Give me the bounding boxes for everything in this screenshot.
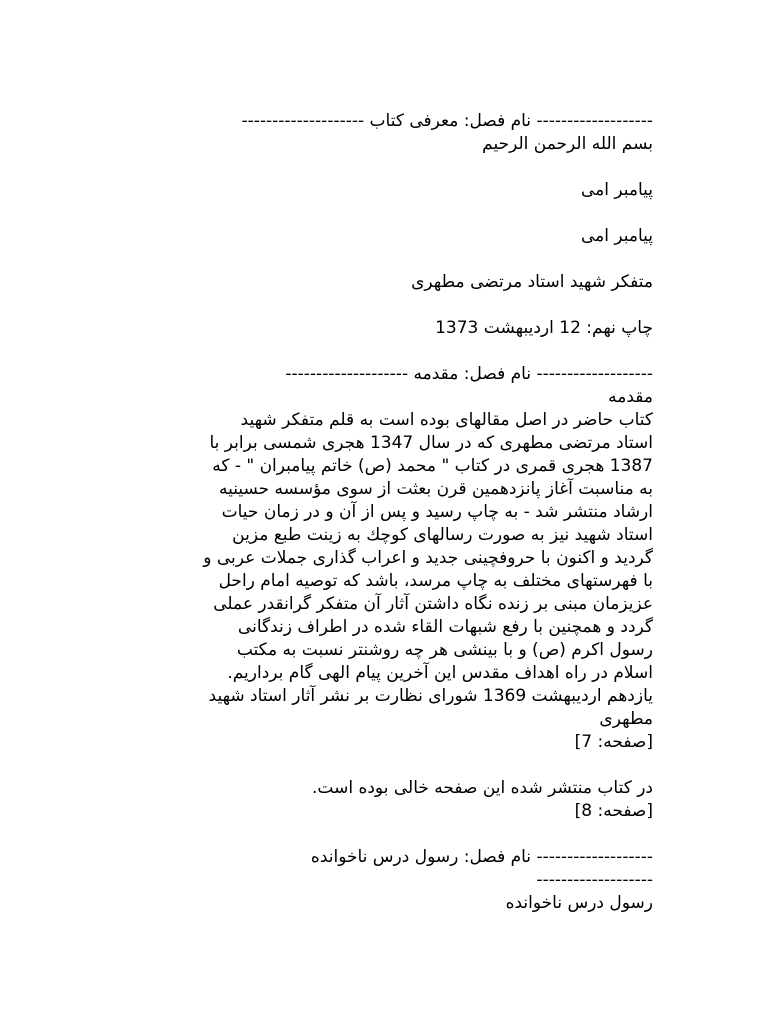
edition-line: چاپ نهم: 12 اردیبهشت 1373 bbox=[435, 318, 653, 338]
author-line: متفکر شهید استاد مرتضی مطهری bbox=[411, 272, 653, 292]
spacer bbox=[120, 248, 653, 271]
document-page bbox=[120, 110, 653, 915]
page-marker-7: [صفحه: 7] bbox=[574, 732, 653, 752]
chapter-header: ------------------- نام فصل: رسول درس ناخوانده ------------------- bbox=[310, 847, 653, 890]
book-title-line: پیامبر امی bbox=[580, 180, 653, 200]
spacer bbox=[120, 202, 653, 225]
chapter-title: رسول درس ناخوانده bbox=[505, 893, 653, 913]
page-marker-8: [صفحه: 8] bbox=[574, 801, 653, 821]
spacer bbox=[120, 294, 653, 317]
book-title-line-repeat: پیامبر امی bbox=[580, 226, 653, 246]
spacer bbox=[120, 823, 653, 846]
preface-chapter-header: ------------------- نام فصل: مقدمه -------------------- bbox=[285, 364, 653, 384]
spacer bbox=[120, 156, 653, 179]
spacer bbox=[120, 340, 653, 363]
intro-chapter-header: ------------------- نام فصل: معرفی کتاب -------------------- bbox=[241, 111, 653, 131]
spacer bbox=[120, 754, 653, 777]
blank-page-note: در کتاب منتشر شده این صفحه خالی بوده است. bbox=[311, 778, 653, 798]
preface-title: مقدمه bbox=[608, 387, 653, 407]
preface-body: کتاب حاضر در اصل مقالهای بوده است به قلم متفکر شهید استاد مرتضی مطهری که در سال 1347 هجری شمسی برابر با 1387 هجری قمری در کتاب " محمد (ص) خاتم پیامبران " - که به مناسبت آغاز پانزدهمین قرن بعثت از سوی مؤسسه حسینیه ارشاد منتشر شد - به چاپ رسید و پس از آن و در زمان حیات استاد شهید نیز به صورت رسالهای کوچك به زینت طبع مزین گردید و اکنون با حروفچینی جدید و اعراب گذاری جملات عربی و با فهرستهای مختلف به چاپ مرسد، باشد که توصیه امام راحل عزیزمان مبنی بر زنده نگاه داشتن آثار آن متفکر گرانقدر عملی گردد و همچنین با رفع شبهات القاء شده در اطراف زندگانی رسول اکرم (ص) و با بینشی هر چه روشنتر نسبت به مکتب اسلام در راه اهداف مقدس این آخرین پیام الهی گام برداریم. یازدهم اردیبهشت 1369 شورای نظارت بر نشر آثار استاد شهید مطهری bbox=[203, 410, 653, 729]
bismillah-line: بسم الله الرحمن الرحیم bbox=[482, 134, 653, 154]
